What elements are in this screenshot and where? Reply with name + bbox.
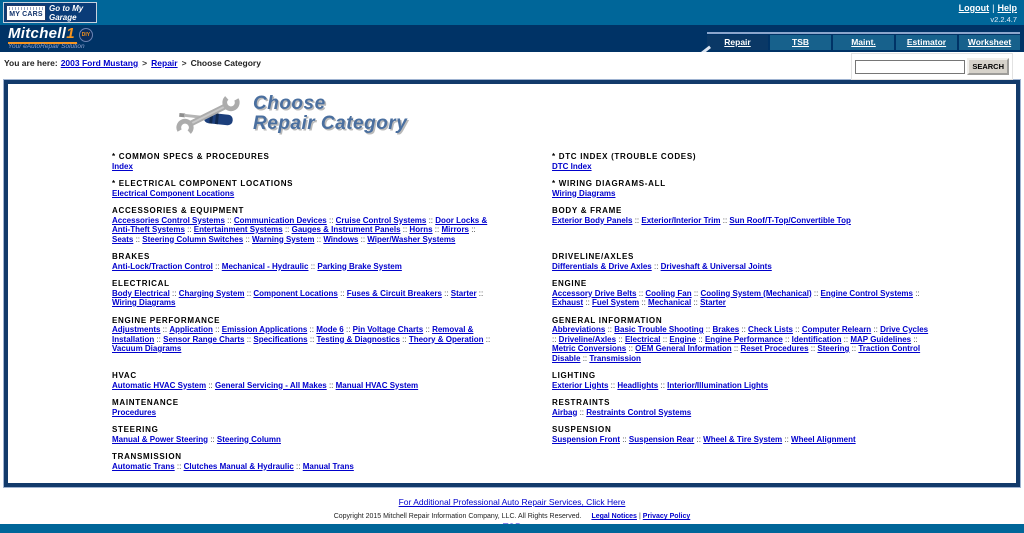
category-link[interactable]: Cruise Control Systems [335,215,427,225]
link-separator: :: [307,334,317,344]
category-heading: ENGINE [552,279,587,288]
category-section [112,371,494,390]
category-section [112,206,494,244]
category-link[interactable]: Adjustments [112,325,161,334]
category-section [112,398,494,417]
category-link[interactable]: Mechanical - Hydraulic [221,261,309,271]
additional-services-link[interactable]: For Additional Professional Auto Repair Services, Click Here [398,497,626,507]
search-input[interactable] [855,60,965,74]
tab-maint[interactable]: Maint. [833,35,894,50]
search-area [851,53,1013,80]
link-separator: :: [169,288,179,298]
category-link[interactable]: Fuel System [592,298,640,307]
link-separator: :: [792,325,802,334]
link-separator: :: [399,334,409,344]
category-links [552,325,930,363]
category-section [552,252,930,271]
link-separator: :: [608,380,618,390]
link-separator: :: [691,298,701,307]
category-heading: ENGINE PERFORMANCE [112,315,221,325]
category-link[interactable]: Manual Trans [302,461,354,471]
page-title-line2: Repair Category [253,113,408,134]
breadcrumb-current: Choose Category [190,58,261,68]
breadcrumb-separator: > [142,58,148,68]
category-link[interactable]: Automatic HVAC System [112,380,207,390]
link-separator: :: [337,288,347,298]
breadcrumb-separator: > [181,58,187,68]
category-link[interactable]: Electrical Component Locations [112,188,235,198]
category-links [552,216,930,226]
page-title [253,94,407,134]
bottom-teal-bar [0,524,1024,533]
link-separator: :: [293,461,303,471]
category-link[interactable]: Reset Procedures [740,344,809,353]
category-links [112,435,494,445]
link-separator: :: [808,344,818,353]
category-link[interactable]: Fuses & Circuit Breakers [346,288,442,298]
category-link[interactable]: Warning System [252,234,315,244]
category-link[interactable]: Check Lists [748,325,793,334]
breadcrumb-links [58,58,261,68]
link-separator: :: [636,288,646,298]
category-section [112,252,494,271]
category-link[interactable]: Basic Trouble Shooting [614,325,704,334]
category-link[interactable]: Clutches Manual & Hydraulic [183,461,294,471]
category-link[interactable]: Manual & Power Steering [112,434,209,444]
link-separator: :: [212,261,222,271]
link-separator: :: [224,215,234,225]
tab-strip [707,32,1020,50]
link-separator: :: [552,334,559,344]
tab-strip-wrap [707,32,1020,50]
link-separator: :: [841,334,851,344]
link-separator: :: [432,225,442,234]
category-link[interactable]: Gauges & Instrument Panels [291,225,401,234]
category-heading: BODY & FRAME [552,206,623,215]
category-link[interactable]: DTC Index [552,161,592,171]
category-link[interactable]: Airbag [552,407,578,417]
link-separator: :: [476,288,484,298]
category-links [552,408,930,418]
category-link[interactable]: Removal & Installation [112,325,474,344]
category-heading: MAINTENANCE [112,398,179,407]
category-links [112,189,494,199]
category-section [112,179,494,198]
category-link[interactable]: Body Electrical [112,288,170,298]
category-link[interactable]: Automatic Trans [112,461,175,471]
category-link[interactable]: Mirrors [441,225,469,234]
category-link[interactable]: Computer Relearn [801,325,872,334]
tab-estimator[interactable]: Estimator [896,35,957,50]
category-link[interactable]: Anti-Lock/Traction Control [112,261,213,271]
link-separator: :: [782,334,792,344]
logo-one: 1 [66,25,75,42]
category-links [552,435,930,445]
copyright-text: Copyright 2015 Mitchell Repair Information Company, LLC. All Rights Reserved. [333,513,582,520]
category-link[interactable]: Seats [112,234,134,244]
page-title-line1: Choose [253,93,326,114]
category-links [112,262,494,272]
category-link[interactable]: Charging System [178,288,245,298]
category-links [552,262,930,272]
link-separator: :: [632,215,642,225]
link-separator: :: [720,215,730,225]
category-link[interactable]: OEM General Information [635,344,732,353]
category-link[interactable]: Drive Cycles [880,325,929,334]
link-separator: :: [782,434,792,444]
link-separator: :: [911,334,918,344]
category-link[interactable]: Driveshaft & Universal Joints [660,261,772,271]
category-link[interactable]: Wheel Alignment [791,434,856,444]
breadcrumb [4,58,261,68]
category-link[interactable]: Identification [791,334,842,344]
link-separator: :: [174,461,184,471]
category-link[interactable]: Starter [450,288,477,298]
link-separator: :: [160,325,170,334]
link-separator: :: [849,344,859,353]
category-section [112,279,494,308]
link-separator: :: [208,434,217,444]
category-link[interactable]: Theory & Operation [408,334,484,344]
link-separator: :: [651,261,661,271]
category-heading: SUSPENSION [552,425,612,434]
category-link[interactable]: Procedures [112,407,157,417]
tab-tsb[interactable]: TSB [770,35,831,50]
category-link[interactable]: Suspension Rear [628,434,695,444]
category-link[interactable]: Accessory Drive Belts [552,288,637,298]
category-section [552,452,930,471]
category-link[interactable]: Exterior Lights [552,380,609,390]
category-heading: STEERING [112,425,159,434]
category-heading: DRIVELINE/AXLES [552,252,635,261]
link-separator: :: [483,334,491,344]
breadcrumb-link[interactable]: 2003 Ford Mustang [60,58,139,68]
link-separator: :: [244,288,254,298]
footer-divider: | [638,513,641,520]
category-grid [112,152,1016,479]
category-section [552,371,930,390]
category-section [552,398,930,417]
category-links [552,289,930,308]
category-link[interactable]: Wheel & Tire System [703,434,783,444]
category-link[interactable]: Accessories Control Systems [112,215,225,225]
category-link[interactable]: Restraints Control Systems [586,407,692,417]
link-separator: :: [639,298,649,307]
category-link[interactable]: Mechanical [648,298,692,307]
legal-notices-link[interactable]: Legal Notices [591,513,637,520]
category-link[interactable]: Interior/Illumination Lights [667,380,769,390]
link-separator: :: [426,215,436,225]
category-link[interactable]: Steering Column Switches [142,234,244,244]
category-link[interactable]: Communication Devices [233,215,327,225]
category-link[interactable]: Component Locations [253,288,338,298]
category-link[interactable]: Cooling Fan [645,288,692,298]
tab-repair[interactable]: Repair [707,35,768,50]
category-heading: * WIRING DIAGRAMS-ALL [552,179,666,188]
category-heading: RESTRAINTS [552,398,611,407]
category-link[interactable]: Cooling System (Mechanical) [700,288,812,298]
category-heading: TRANSMISSION [112,452,182,461]
link-separator: :: [626,344,636,353]
garage-button-label: Go to My Garage [49,3,84,22]
link-separator: :: [243,234,253,244]
category-links [112,289,494,308]
links-divider: | [992,3,995,13]
mitchell1-logo [8,26,93,50]
category-link[interactable]: Electrical [624,334,661,344]
category-links [112,462,494,472]
search-button[interactable]: SEARCH [967,58,1009,75]
link-separator: :: [731,344,741,353]
my-cars-plate-icon [6,5,46,21]
breadcrumb-row [0,52,1024,78]
category-section [112,152,494,171]
tab-worksheet[interactable]: Worksheet [959,35,1020,50]
link-separator: :: [694,434,704,444]
category-link[interactable]: Traction Control Disable [552,344,921,363]
category-link[interactable]: Steering [817,344,850,353]
crossed-tools-icon [173,92,243,138]
category-link[interactable]: Headlights [617,380,659,390]
top-right-links [959,3,1017,24]
link-separator: :: [282,225,292,234]
logout-link[interactable]: Logout [958,3,990,13]
category-heading: HVAC [112,371,137,380]
link-separator: :: [133,234,143,244]
category-section [112,452,494,471]
category-links [112,325,494,354]
link-separator: :: [308,261,318,271]
category-links [112,216,494,245]
category-link[interactable]: Brakes [712,325,740,334]
category-link[interactable]: Emission Applications [221,325,308,334]
category-link[interactable]: Differentials & Drive Axles [552,261,652,271]
link-separator: :: [620,434,629,444]
help-link[interactable]: Help [997,3,1017,13]
category-link[interactable]: Transmission [589,353,641,363]
category-links [112,381,494,391]
link-separator: :: [580,353,590,363]
link-separator: :: [583,298,593,307]
category-heading: ELECTRICAL [112,279,170,288]
category-link[interactable]: Starter [700,298,726,307]
category-heading: LIGHTING [552,371,596,380]
category-link[interactable]: Exterior Body Panels [552,215,633,225]
link-separator: :: [307,325,317,334]
category-link[interactable]: Pin Voltage Charts [352,325,424,334]
category-link[interactable]: Specifications [253,334,308,344]
category-link[interactable]: Metric Conversions [552,344,627,353]
brand-bar [0,25,1024,52]
category-heading: * DTC INDEX (TROUBLE CODES) [552,152,697,161]
link-separator: :: [400,225,410,234]
plate-decoration [9,7,43,10]
link-separator: :: [605,325,615,334]
link-separator: :: [811,288,821,298]
link-separator: :: [660,334,670,344]
privacy-policy-link[interactable]: Privacy Policy [642,513,691,520]
category-link[interactable]: Index [112,161,133,171]
category-link[interactable]: Sun Roof/T-Top/Convertible Top [729,215,851,225]
version-label: v2.2.4.7 [990,15,1017,24]
category-link[interactable]: Engine Control Systems [820,288,913,298]
logo-text: Mitchell1 [8,25,75,42]
breadcrumb-link[interactable]: Repair [151,58,178,68]
link-separator: :: [469,225,476,234]
link-separator: :: [739,325,749,334]
category-link[interactable]: Manual HVAC System [335,380,419,390]
category-link[interactable]: Parking Brake System [317,261,402,271]
link-separator: :: [244,334,254,344]
category-links [552,162,930,172]
link-separator: :: [441,288,451,298]
diy-badge-icon: DIY [79,28,93,42]
main-content-box [4,80,1020,487]
link-separator: :: [358,234,368,244]
link-separator: :: [206,380,215,390]
category-link[interactable]: Abbreviations [552,325,606,334]
category-section [552,425,930,444]
category-link[interactable]: Suspension Front [552,434,620,444]
category-link[interactable]: Application [169,325,213,334]
category-section [552,152,930,171]
link-separator: :: [343,325,353,334]
link-separator: :: [314,234,324,244]
category-link[interactable]: Horns [409,225,433,234]
category-link[interactable]: Testing & Diagnostics [316,334,400,344]
category-link[interactable]: Exhaust [552,298,584,307]
link-separator: :: [326,380,336,390]
link-separator: :: [696,334,705,344]
link-separator: :: [423,325,433,334]
category-links [552,381,930,391]
link-separator: :: [326,215,336,225]
link-separator: :: [703,325,713,334]
category-link[interactable]: Entertainment Systems [193,225,283,234]
category-link[interactable]: Wiring Diagrams [552,188,616,198]
category-link[interactable]: Door Locks & Anti-Theft Systems [112,215,488,234]
category-heading: ACCESSORIES & EQUIPMENT [112,206,245,215]
category-links [112,408,494,418]
category-link[interactable]: Exterior/Interior Trim [641,215,721,225]
category-link[interactable]: Mode 6 [316,325,344,334]
breadcrumb-prefix: You are here: [4,58,58,68]
category-link[interactable]: General Servicing - All Makes [214,380,327,390]
link-separator: :: [577,407,587,417]
category-section [552,279,930,308]
category-link[interactable]: Driveline/Axles [558,334,617,344]
link-separator: :: [913,288,920,298]
category-heading: * ELECTRICAL COMPONENT LOCATIONS [112,179,294,188]
my-cars-label: MY CARS [9,11,43,18]
category-link[interactable]: Windows [323,234,359,244]
link-separator: :: [871,325,881,334]
category-section [552,206,930,244]
category-link[interactable]: Engine [669,334,697,344]
category-link[interactable]: MAP Guidelines [850,334,912,344]
link-separator: :: [212,325,222,334]
top-utility-bar [0,0,1024,25]
category-section [552,179,930,198]
category-links [112,162,494,172]
category-section [112,425,494,444]
category-link[interactable]: Wiper/Washer Systems [367,234,456,244]
link-separator: :: [658,380,668,390]
category-link[interactable]: Sensor Range Charts [163,334,245,344]
link-separator: :: [154,334,164,344]
logo-tagline: Your eAutoRepair Solution [8,43,85,50]
link-separator: :: [616,334,625,344]
category-heading: GENERAL INFORMATION [552,315,663,325]
go-to-my-garage-button[interactable] [3,2,97,23]
category-link[interactable]: Wiring Diagrams [112,298,176,307]
title-banner [173,92,1016,138]
category-links [552,189,930,199]
link-separator: :: [184,225,194,234]
category-section [112,316,494,364]
category-link[interactable]: Engine Performance [704,334,783,344]
link-separator: :: [691,288,701,298]
category-heading: BRAKES [112,252,150,261]
category-link[interactable]: Steering Column [216,434,281,444]
category-heading: * COMMON SPECS & PROCEDURES [112,152,270,161]
copyright-line [0,513,1024,520]
category-link[interactable]: Vacuum Diagrams [112,344,182,353]
category-section [552,316,930,364]
